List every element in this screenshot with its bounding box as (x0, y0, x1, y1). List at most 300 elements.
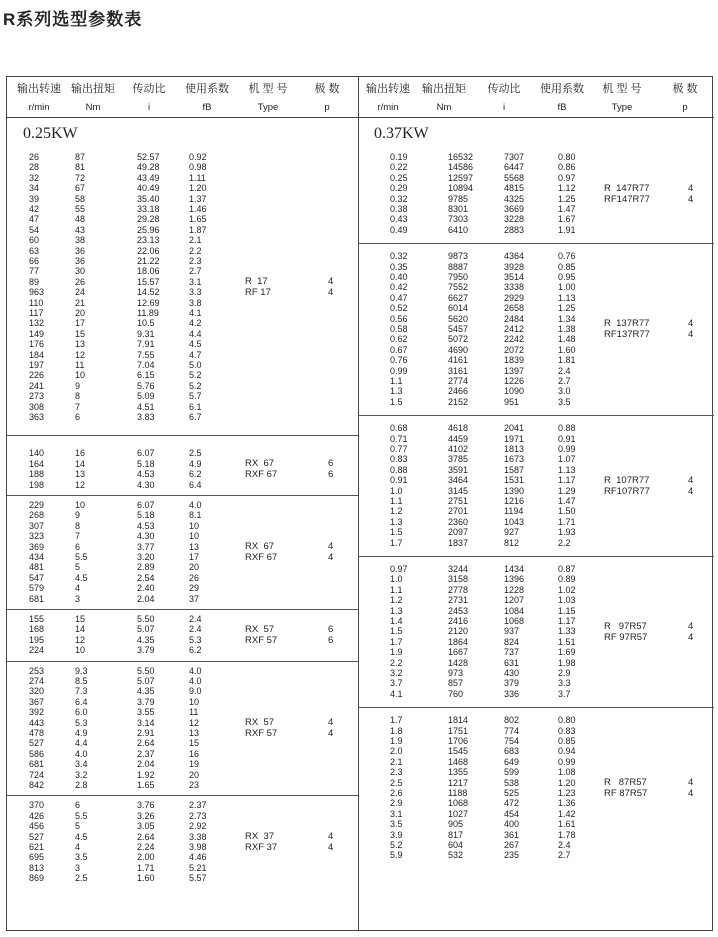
factor-cell: 1.34 (558, 313, 576, 324)
factor-cell: 2.4 (189, 624, 202, 635)
speed-cell: 42 (29, 204, 40, 214)
ratio-cell: 2.37 (137, 748, 155, 759)
factor-cell: 1.50 (558, 506, 576, 517)
torque-cell: 12 (75, 634, 86, 645)
factor-cell: 1.00 (558, 282, 576, 293)
ratio-cell: 2.54 (137, 572, 155, 583)
speed-cell: 77 (29, 266, 40, 277)
model-type-label: R 17 (245, 276, 268, 288)
speed-cell: 478 (29, 727, 45, 738)
factor-cell: 0.87 (558, 564, 576, 574)
torque-cell: 8.5 (75, 675, 88, 686)
speed-cell: 273 (29, 391, 45, 402)
ratio-cell: 4.51 (137, 401, 155, 412)
speed-cell: 724 (29, 769, 45, 780)
speed-cell: 527 (29, 738, 45, 749)
speed-cell: 426 (29, 810, 45, 821)
speed-cell: 586 (29, 748, 45, 759)
speed-cell: 0.62 (390, 334, 408, 345)
speed-cell: 0.91 (390, 475, 408, 486)
ratio-cell: 6.07 (137, 500, 155, 510)
torque-cell: 9785 (448, 193, 469, 204)
poles-value: 4 (328, 727, 334, 739)
torque-cell: 16 (75, 448, 86, 459)
speed-cell: 869 (29, 873, 45, 884)
torque-cell: 1428 (448, 657, 469, 668)
torque-cell: 15 (75, 614, 86, 624)
header-speed-unit: r/min (28, 102, 50, 113)
speed-cell: 547 (29, 572, 45, 583)
speed-cell: 308 (29, 401, 45, 412)
speed-cell: 28 (29, 162, 40, 173)
group-divider (358, 707, 714, 708)
group-divider (358, 556, 714, 557)
factor-cell: 1.87 (189, 224, 207, 235)
speed-cell: 456 (29, 821, 45, 832)
torque-cell: 10 (75, 645, 86, 656)
factor-cell: 2.7 (558, 375, 571, 386)
speed-cell: 149 (29, 328, 45, 339)
ratio-cell: 3.20 (137, 552, 155, 562)
torque-cell: 6 (75, 541, 81, 552)
torque-cell: 20 (75, 308, 86, 318)
speed-cell: 0.19 (390, 152, 408, 162)
torque-cell: 5.5 (75, 552, 88, 562)
ratio-cell: 754 (504, 735, 520, 746)
header-torque-unit: Nm (436, 102, 452, 113)
ratio-cell: 10.5 (137, 318, 155, 329)
speed-cell: 26 (29, 152, 40, 162)
factor-cell: 0.85 (558, 735, 576, 746)
factor-cell: 2.37 (189, 800, 207, 811)
speed-cell: 0.47 (390, 292, 408, 303)
factor-cell: 20 (189, 562, 200, 573)
speed-cell: 681 (29, 759, 45, 770)
factor-cell: 0.89 (558, 574, 576, 585)
torque-cell: 14 (75, 624, 86, 635)
torque-cell: 30 (75, 266, 86, 277)
factor-cell: 1.78 (558, 829, 576, 840)
ratio-cell: 12.69 (137, 297, 160, 308)
ratio-cell: 21.22 (137, 256, 160, 266)
ratio-cell: 2412 (504, 323, 525, 334)
speed-cell: 241 (29, 380, 45, 391)
factor-cell: 1.15 (558, 605, 576, 616)
speed-cell: 0.99 (390, 365, 408, 376)
speed-cell: 842 (29, 779, 45, 790)
factor-cell: 1.36 (558, 798, 576, 809)
factor-cell: 6.7 (189, 412, 202, 422)
speed-cell: 0.88 (390, 464, 408, 475)
ratio-cell: 4364 (504, 251, 525, 262)
ratio-cell: 525 (504, 787, 520, 798)
model-type-label: RF137R77 (604, 329, 650, 341)
ratio-cell: 2.64 (137, 831, 155, 842)
factor-cell: 17 (189, 552, 200, 562)
torque-cell: 8 (75, 391, 81, 402)
factor-cell: 4.4 (189, 328, 202, 339)
speed-cell: 5.2 (390, 839, 403, 850)
torque-cell: 7950 (448, 271, 469, 282)
factor-cell: 1.20 (558, 777, 576, 788)
speed-cell: 0.68 (390, 423, 408, 434)
speed-cell: 434 (29, 552, 45, 562)
model-type-label: R 87R57 (604, 776, 647, 788)
ratio-cell: 1084 (504, 605, 525, 616)
ratio-cell: 937 (504, 626, 520, 637)
speed-cell: 5.9 (390, 850, 403, 861)
poles-value: 4 (688, 318, 694, 330)
torque-cell: 1355 (448, 767, 469, 778)
ratio-cell: 5.09 (137, 391, 155, 402)
ratio-cell: 5568 (504, 172, 525, 183)
group-divider (7, 435, 358, 436)
factor-cell: 2.2 (189, 245, 202, 256)
header-speed-cn: 输出转速 (17, 83, 61, 95)
torque-cell: 14586 (448, 162, 474, 173)
speed-cell: 0.29 (390, 183, 408, 194)
factor-cell: 2.5 (189, 448, 202, 459)
speed-cell: 2.3 (390, 767, 403, 778)
ratio-cell: 1.92 (137, 769, 155, 780)
factor-cell: 3.1 (189, 276, 202, 287)
speed-cell: 307 (29, 520, 45, 531)
ratio-cell: 3338 (504, 282, 525, 293)
ratio-cell: 5.76 (137, 380, 155, 391)
factor-cell: 1.12 (558, 183, 576, 194)
poles-value: 6 (328, 469, 334, 481)
poles-value: 4 (328, 287, 334, 299)
factor-cell: 1.61 (558, 819, 576, 830)
ratio-cell: 927 (504, 527, 520, 538)
torque-cell: 48 (75, 214, 86, 225)
header-poles-unit: p (682, 102, 688, 113)
ratio-cell: 454 (504, 808, 520, 819)
speed-cell: 198 (29, 479, 45, 490)
torque-cell: 3 (75, 593, 81, 604)
torque-cell: 87 (75, 152, 86, 162)
factor-cell: 5.0 (189, 360, 202, 370)
ratio-cell: 4.35 (137, 634, 155, 645)
torque-cell: 8 (75, 520, 81, 531)
model-type-label: RXF 67 (245, 552, 278, 563)
speed-cell: 0.35 (390, 261, 408, 272)
torque-cell: 6014 (448, 303, 469, 314)
torque-cell: 26 (75, 276, 86, 287)
torque-cell: 604 (448, 839, 464, 850)
factor-cell: 3.7 (558, 688, 571, 699)
page-title: R系列选型参数表 (3, 10, 143, 29)
factor-cell: 3.8 (189, 297, 202, 308)
torque-cell: 9 (75, 510, 81, 521)
ratio-cell: 1813 (504, 443, 525, 454)
model-type-label: RF147R77 (604, 193, 650, 205)
torque-cell: 7 (75, 531, 81, 542)
poles-value: 6 (328, 623, 334, 635)
header-torque-unit: Nm (85, 102, 101, 113)
poles-value: 4 (328, 276, 334, 288)
ratio-cell: 3.76 (137, 800, 155, 811)
ratio-cell: 2.64 (137, 738, 155, 749)
factor-cell: 3.38 (189, 831, 207, 842)
factor-cell: 1.67 (558, 214, 576, 225)
ratio-cell: 2.00 (137, 852, 155, 863)
torque-cell: 4 (75, 841, 81, 852)
ratio-cell: 9.31 (137, 328, 155, 339)
torque-cell: 9 (75, 380, 81, 391)
torque-cell: 2120 (448, 626, 469, 637)
torque-cell: 9873 (448, 251, 469, 262)
torque-cell: 55 (75, 204, 86, 214)
speed-cell: 963 (29, 287, 45, 298)
ratio-cell: 3.14 (137, 717, 155, 728)
header-ratio-cn: 传动比 (132, 83, 166, 95)
factor-cell: 0.88 (558, 423, 576, 434)
speed-cell: 117 (29, 308, 44, 318)
ratio-cell: 1226 (504, 375, 525, 386)
torque-cell: 6410 (448, 224, 469, 235)
torque-cell: 4459 (448, 433, 469, 444)
ratio-cell: 4.53 (137, 520, 155, 531)
torque-cell: 12 (75, 349, 86, 360)
group-divider (358, 415, 714, 416)
torque-cell: 12 (75, 479, 86, 490)
factor-cell: 23 (189, 779, 200, 790)
torque-cell: 1217 (448, 777, 469, 788)
speed-cell: 579 (29, 583, 45, 594)
ratio-cell: 5.18 (137, 510, 155, 521)
factor-cell: 1.98 (558, 657, 576, 668)
factor-cell: 1.38 (558, 323, 576, 334)
speed-cell: 184 (29, 349, 45, 360)
speed-cell: 1.1 (390, 495, 403, 506)
torque-cell: 857 (448, 678, 464, 689)
speed-cell: 0.38 (390, 204, 408, 214)
torque-cell: 4.5 (75, 831, 88, 842)
header-type-unit: Type (257, 102, 279, 113)
ratio-cell: 336 (504, 688, 520, 699)
factor-cell: 2.92 (189, 821, 207, 832)
factor-cell: 1.91 (558, 224, 576, 235)
speed-cell: 60 (29, 235, 40, 246)
torque-cell: 8887 (448, 261, 469, 272)
torque-cell: 3161 (448, 365, 469, 376)
torque-cell: 5072 (448, 334, 469, 345)
torque-cell: 2731 (448, 595, 469, 606)
ratio-cell: 1587 (504, 464, 525, 475)
factor-cell: 13 (189, 727, 200, 738)
ratio-cell: 2.91 (137, 727, 155, 738)
torque-cell: 1706 (448, 735, 469, 746)
factor-cell: 4.0 (189, 675, 202, 686)
header-speed-unit: r/min (377, 102, 399, 113)
factor-cell: 0.76 (558, 251, 576, 262)
model-type-label: R 147R77 (604, 182, 650, 194)
speed-cell: 0.58 (390, 323, 408, 334)
speed-cell: 481 (29, 562, 45, 573)
factor-cell: 5.7 (189, 391, 202, 402)
speed-cell: 2.2 (390, 657, 403, 668)
ratio-cell: 3.77 (137, 541, 155, 552)
torque-cell: 14 (75, 458, 86, 469)
factor-cell: 1.69 (558, 647, 576, 658)
group-divider (358, 243, 714, 244)
ratio-cell: 737 (504, 647, 520, 658)
ratio-cell: 7.91 (137, 339, 155, 350)
speed-cell: 0.83 (390, 454, 408, 465)
ratio-cell: 6447 (504, 162, 525, 173)
speed-cell: 0.43 (390, 214, 408, 225)
header-type-unit: Type (611, 102, 633, 113)
ratio-cell: 802 (504, 715, 520, 726)
factor-cell: 16 (189, 748, 200, 759)
speed-cell: 1.5 (390, 527, 403, 538)
speed-cell: 164 (29, 458, 45, 469)
factor-cell: 2.2 (558, 537, 571, 548)
ratio-cell: 29.28 (137, 214, 160, 225)
speed-cell: 66 (29, 256, 40, 266)
ratio-cell: 4.30 (137, 531, 155, 542)
torque-cell: 15 (75, 328, 86, 339)
ratio-cell: 1194 (504, 506, 524, 517)
model-type-label: RXF 37 (245, 841, 278, 853)
factor-cell: 1.11 (189, 172, 206, 183)
torque-cell: 7303 (448, 214, 469, 225)
speed-cell: 1.1 (390, 375, 403, 386)
factor-cell: 6.1 (189, 401, 202, 412)
ratio-cell: 235 (504, 850, 520, 861)
torque-cell: 4.9 (75, 727, 88, 738)
ratio-cell: 1971 (504, 433, 525, 444)
ratio-cell: 4.30 (137, 479, 155, 490)
speed-cell: 155 (29, 614, 45, 624)
factor-cell: 0.95 (558, 271, 576, 282)
torque-cell: 2416 (448, 616, 469, 626)
factor-cell: 13 (189, 541, 200, 552)
factor-cell: 4.1 (189, 308, 202, 318)
torque-cell: 3.4 (75, 759, 88, 770)
factor-cell: 4.9 (189, 458, 202, 469)
factor-cell: 29 (189, 583, 200, 594)
ratio-cell: 3669 (504, 204, 525, 214)
speed-cell: 3.1 (390, 808, 403, 819)
speed-cell: 226 (29, 370, 45, 381)
torque-cell: 72 (75, 172, 86, 183)
factor-cell: 2.4 (558, 365, 571, 376)
torque-cell: 760 (448, 688, 464, 699)
ratio-cell: 2242 (504, 334, 525, 345)
ratio-cell: 25.96 (137, 224, 160, 235)
ratio-cell: 824 (504, 636, 520, 647)
speed-cell: 527 (29, 831, 45, 842)
ratio-cell: 43.49 (137, 172, 160, 183)
speed-cell: 370 (29, 800, 45, 811)
header-ratio-unit: i (502, 102, 506, 113)
poles-value: 4 (328, 541, 334, 552)
speed-cell: 2.5 (390, 777, 403, 788)
factor-cell: 1.46 (189, 204, 207, 214)
model-type-label: RXF 57 (245, 727, 278, 739)
ratio-cell: 2484 (504, 313, 525, 324)
header-ratio-cn: 传动比 (487, 83, 521, 95)
speed-cell: 695 (29, 852, 45, 863)
ratio-cell: 4.35 (137, 686, 155, 697)
torque-cell: 4 (75, 583, 81, 594)
ratio-cell: 2.89 (137, 562, 155, 573)
speed-cell: 3.9 (390, 829, 403, 840)
factor-cell: 1.25 (558, 193, 576, 204)
torque-cell: 10894 (448, 183, 474, 194)
factor-cell: 26 (189, 572, 200, 583)
factor-cell: 0.91 (558, 433, 576, 444)
ratio-cell: 1.71 (137, 862, 155, 873)
ratio-cell: 6.07 (137, 448, 155, 459)
speed-cell: 369 (29, 541, 45, 552)
ratio-cell: 14.52 (137, 287, 160, 298)
factor-cell: 11 (189, 707, 199, 718)
ratio-cell: 361 (504, 829, 520, 840)
poles-value: 4 (688, 776, 694, 788)
ratio-cell: 267 (504, 839, 520, 850)
torque-cell: 5.5 (75, 810, 88, 821)
speed-cell: 681 (29, 593, 45, 604)
factor-cell: 1.07 (558, 454, 576, 465)
group-divider (7, 609, 358, 610)
speed-cell: 1.3 (390, 605, 403, 616)
ratio-cell: 2658 (504, 303, 525, 314)
speed-cell: 1.2 (390, 506, 403, 517)
ratio-cell: 2883 (504, 224, 525, 235)
speed-cell: 197 (29, 360, 45, 370)
model-type-label: R 137R77 (604, 318, 650, 330)
factor-cell: 0.86 (558, 162, 576, 173)
torque-cell: 38 (75, 235, 86, 246)
factor-cell: 0.94 (558, 746, 576, 757)
ratio-cell: 1673 (504, 454, 525, 465)
model-type-label: R 97R57 (604, 620, 647, 632)
torque-cell: 6 (75, 800, 81, 811)
speed-cell: 195 (29, 634, 45, 645)
torque-cell: 4690 (448, 344, 469, 355)
torque-cell: 3158 (448, 574, 469, 585)
factor-cell: 0.92 (189, 152, 207, 162)
factor-cell: 37 (189, 593, 200, 604)
ratio-cell: 5.50 (137, 665, 155, 676)
torque-cell: 1188 (448, 787, 468, 798)
ratio-cell: 649 (504, 756, 520, 767)
ratio-cell: 1.65 (137, 779, 155, 790)
torque-cell: 2.8 (75, 779, 88, 790)
poles-value: 4 (328, 830, 334, 842)
torque-cell: 36 (75, 245, 86, 256)
speed-cell: 3.5 (390, 819, 403, 830)
torque-cell: 1468 (448, 756, 469, 767)
speed-cell: 253 (29, 665, 45, 676)
speed-cell: 274 (29, 675, 45, 686)
torque-cell: 4161 (448, 355, 469, 366)
factor-cell: 3.5 (558, 396, 571, 407)
ratio-cell: 1839 (504, 355, 525, 366)
poles-value: 4 (688, 620, 694, 632)
ratio-cell: 400 (504, 819, 520, 830)
factor-cell: 10 (189, 531, 200, 542)
torque-cell: 3785 (448, 454, 469, 465)
ratio-cell: 4.53 (137, 469, 155, 480)
ratio-cell: 2.04 (137, 593, 155, 604)
ratio-cell: 2.04 (137, 759, 155, 770)
torque-cell: 5 (75, 562, 81, 573)
group-divider (7, 661, 358, 662)
